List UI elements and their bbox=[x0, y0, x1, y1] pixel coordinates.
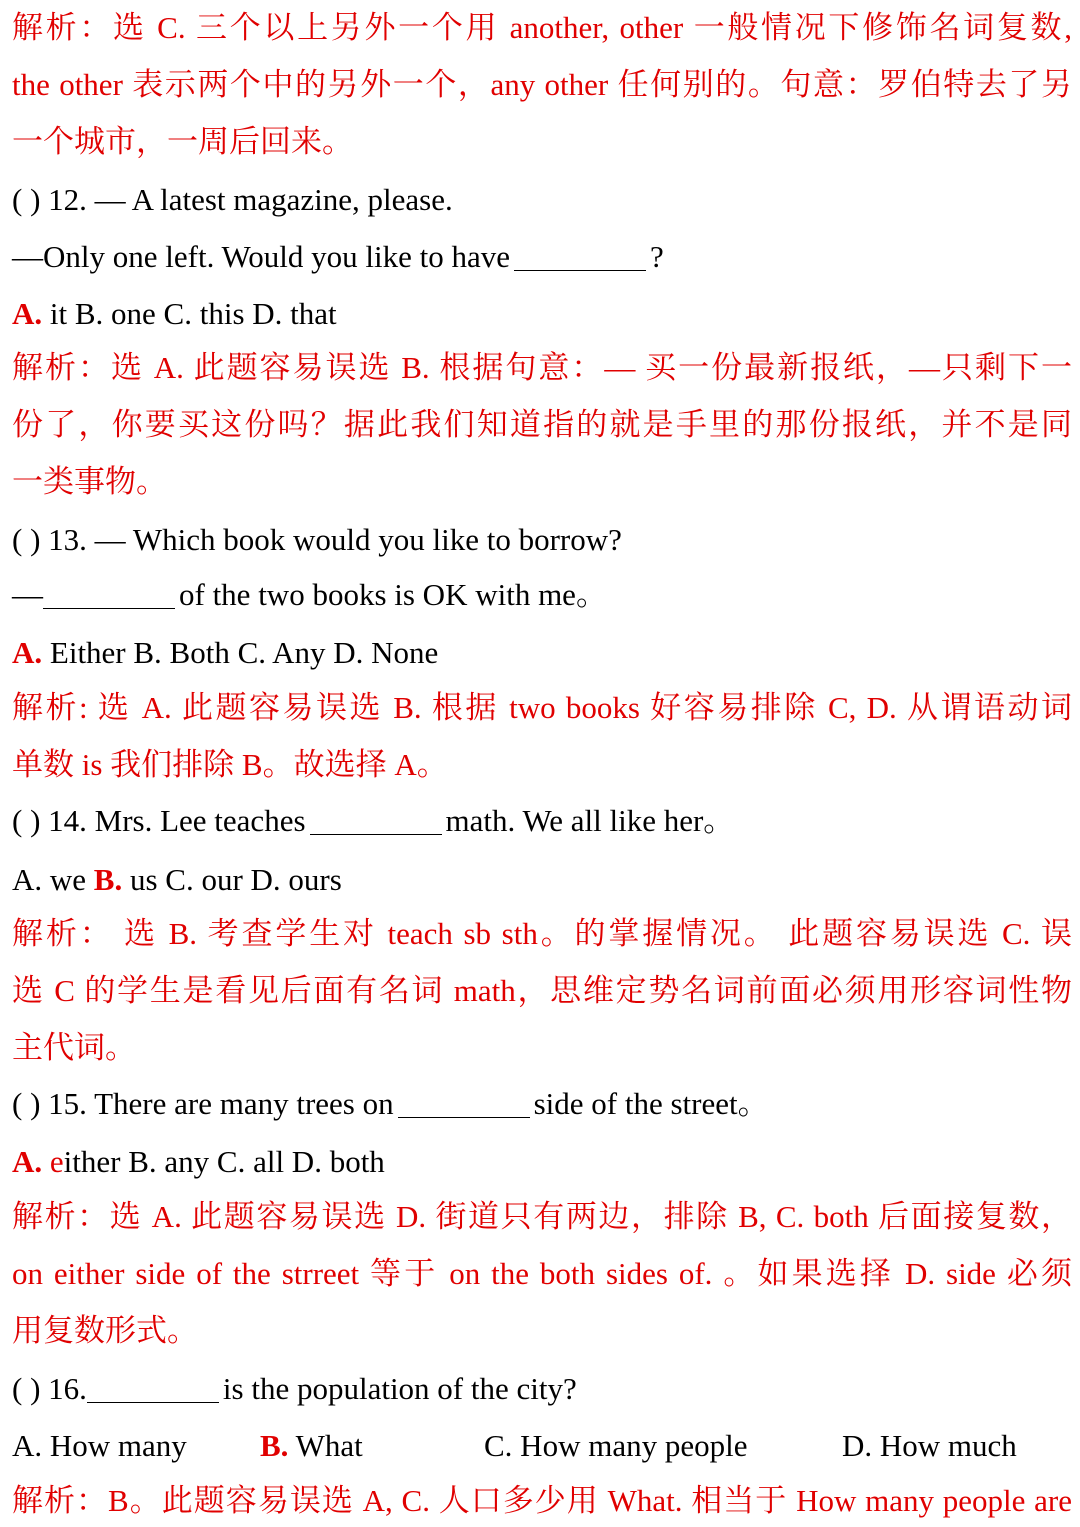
q12-dialogue-end: ? bbox=[650, 239, 664, 274]
q14-analysis-line-3: 主代词。 bbox=[12, 1030, 136, 1065]
q12-analysis-line-2: 份了，你要买这份吗？据此我们知道指的就是手里的那份报纸，并不是同 bbox=[12, 407, 1072, 442]
q16-correct-option-label: B. bbox=[260, 1428, 289, 1463]
q13-correct-option-label: A. bbox=[12, 635, 43, 670]
q16-answer-blank bbox=[87, 1374, 219, 1403]
q15-stem-end: side of the street。 bbox=[533, 1086, 769, 1121]
q16-analysis-line-1: 解析：B。此题容易误选 A, C. 人口多少用 What. 相当于 How many people are bbox=[12, 1483, 1072, 1518]
q16-stem-text: is the population of the city? bbox=[222, 1371, 577, 1406]
q11-analysis-line-1: 解析：选 C. 三个以上另外一个用 another, other 一般情况下修饰名词复数, bbox=[12, 10, 1072, 45]
q13-analysis-line-1: 解析: 选 A. 此题容易误选 B. 根据 two books 好容易排除 C, D. 从谓语动词 bbox=[12, 690, 1072, 725]
q14-analysis-line-2: 选 C 的学生是看见后面有名词 math，思维定势名词前面必须用形容词性物 bbox=[12, 973, 1072, 1008]
q16-stem-number: ( ) 16. bbox=[12, 1371, 87, 1406]
q13-dialogue-text: of the two books is OK with me。 bbox=[179, 577, 607, 612]
q13-options-text: Either B. Both C. Any D. None bbox=[42, 635, 439, 670]
q13-answer-blank bbox=[43, 580, 175, 609]
q13-analysis-line-2: 单数 is 我们排除 B。故选择 A。 bbox=[12, 747, 448, 782]
q12-options bbox=[12, 294, 1072, 334]
q15-stem bbox=[12, 1084, 1072, 1124]
q14-options-text: us C. our D. ours bbox=[122, 862, 342, 897]
q12-dialogue-text: —Only one left. Would you like to have bbox=[12, 239, 511, 274]
q11-analysis-line-3: 一个城市，一周后回来。 bbox=[12, 124, 353, 159]
q13-options bbox=[12, 633, 1072, 673]
q16-option-a: A. How many bbox=[12, 1428, 187, 1463]
q15-analysis-line-3: 用复数形式。 bbox=[12, 1313, 198, 1348]
q15-options-text: ither B. any C. all D. both bbox=[63, 1144, 385, 1179]
q12-options-text: it B. one C. this D. that bbox=[42, 296, 337, 331]
q12-answer-blank bbox=[514, 242, 646, 271]
q16-stem bbox=[12, 1369, 1072, 1409]
q16-option-d: D. How much bbox=[842, 1428, 1017, 1463]
q14-stem bbox=[12, 801, 1072, 841]
q12-analysis-line-1: 解析：选 A. 此题容易误选 B. 根据句意：— 买一份最新报纸，—只剩下一 bbox=[12, 350, 1072, 385]
q15-options-first-letter: e bbox=[42, 1144, 64, 1179]
q14-stem-text: ( ) 14. Mrs. Lee teaches bbox=[12, 803, 306, 838]
q15-correct-option-label: A. bbox=[12, 1144, 43, 1179]
q13-dialogue-dash: — bbox=[12, 577, 43, 612]
q14-correct-option-label: B. bbox=[93, 862, 123, 897]
q16-option-b bbox=[260, 1426, 363, 1466]
q12-analysis-line-3: 一类事物。 bbox=[12, 464, 167, 499]
q16-option-c: C. How many people bbox=[484, 1428, 748, 1463]
q14-options-a: A. we bbox=[12, 862, 94, 897]
q15-options bbox=[12, 1142, 1072, 1182]
q15-analysis-line-1: 解析：选 A. 此题容易误选 D. 街道只有两边，排除 B, C. both 后面接复数， bbox=[12, 1199, 1072, 1234]
q14-answer-blank bbox=[310, 806, 442, 835]
q14-options bbox=[12, 860, 1072, 900]
q13-dialogue bbox=[12, 575, 1072, 615]
q15-answer-blank bbox=[398, 1089, 530, 1118]
q15-analysis-line-2: on either side of the strreet 等于 on the both sides of. 。如果选择 D. side 必须 bbox=[12, 1256, 1072, 1291]
q16-option-b-text: What bbox=[288, 1428, 363, 1463]
q14-stem-end: math. We all like her。 bbox=[445, 803, 735, 838]
q12-dialogue bbox=[12, 237, 1072, 277]
q11-analysis-line-2: the other 表示两个中的另外一个，any other 任何别的。句意：罗伯特去了另 bbox=[12, 67, 1072, 102]
q13-stem: ( ) 13. — Which book would you like to borrow? bbox=[12, 522, 622, 557]
q14-analysis-line-1: 解析： 选 B. 考查学生对 teach sb sth。的掌握情况。 此题容易误选 C. 误 bbox=[12, 916, 1072, 951]
q12-stem: ( ) 12. — A latest magazine, please. bbox=[12, 182, 453, 217]
q15-stem-text: ( ) 15. There are many trees on bbox=[12, 1086, 394, 1121]
q12-correct-option-label: A. bbox=[12, 296, 43, 331]
